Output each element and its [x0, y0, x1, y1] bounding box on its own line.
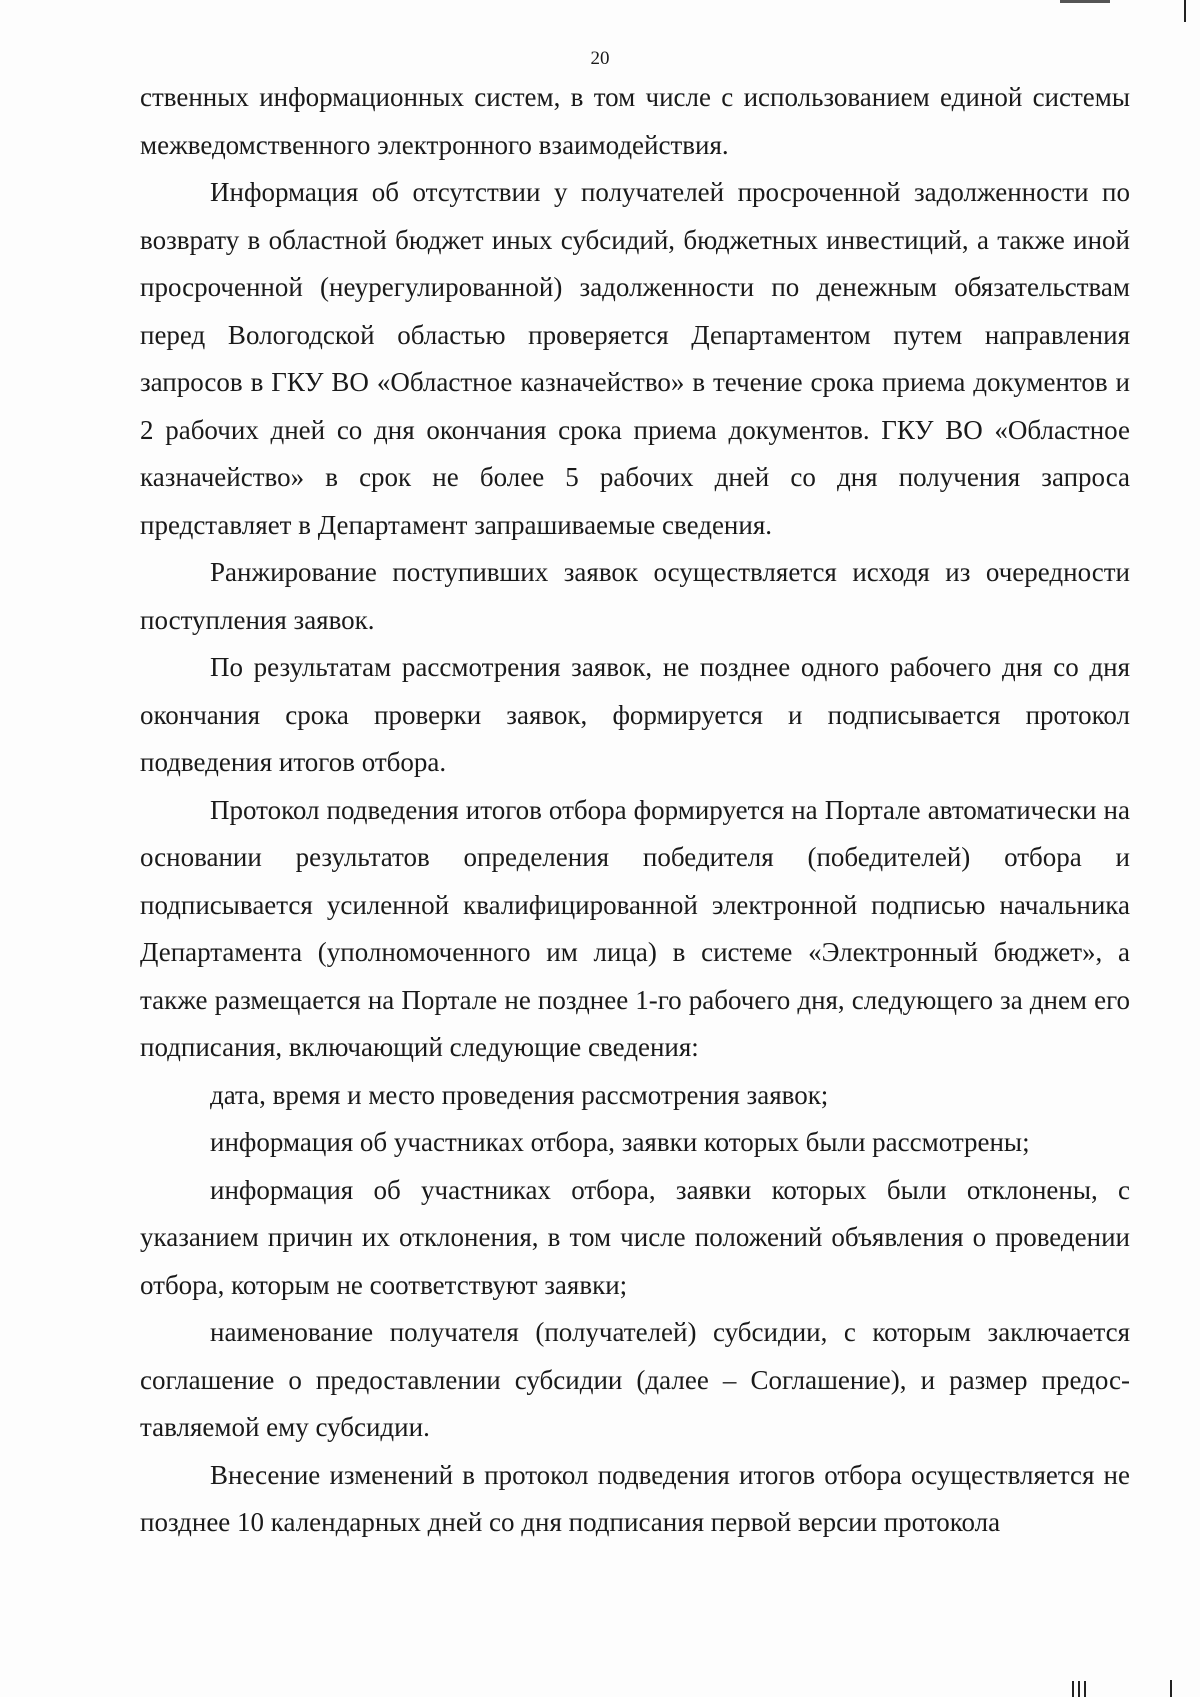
document-body: [140, 74, 1130, 1547]
paragraph-review-results: По результатам рассмотрения заявок, не позднее одного рабочего дня со дня окончания срока проверки заявок, формируется и подписывается протокол подведения итогов отбора.: [140, 652, 1130, 777]
paragraph-protocol: Протокол подведения итогов отбора формируется на Портале автоматически на основании результатов определения победителя (победителей) отбора и подписывается усиленной квалифицированной электронной подписью начальника Департамента (уполномоченного им лица) в системе «Электронный бюджет», а также размещается на Портале не позднее 1-го рабочего дня, следующего за днем его подписания, включающий следующие сведения:: [140, 794, 1130, 1062]
scan-artifact: [1078, 1681, 1080, 1697]
scan-artifact: [1084, 1681, 1086, 1697]
paragraph-debt-check: Информация об отсутствии у получателей просроченной задолженности по возврату в областной бюджет иных субсидий, бюджетных инвестиций, а также иной просроченной (неурегулированной) задолженности по денежным обязательствам перед Вологодской областью проверяется Департаментом путем направления запросов в ГКУ ВО «Областное казначейство» в течение срока приема документов и 2 рабочих дней со дня окончания срока приема документов. ГКУ ВО «Областное казначейство» в срок не более 5 рабочих дней со дня получения запроса представляет в Департамент запрашиваемые сведения.: [140, 177, 1130, 540]
list-item-recipient-name: наименование получателя (получателей) субсидии, с которым заключается соглашение о предоставлении субсидии (далее – Соглашение), и размер предоставляемой ему субсидии.: [140, 1317, 1130, 1442]
list-item-rejected-participants: информация об участниках отбора, заявки которых были отклонены, с указанием причин их отклонения, в том числе положений объявления о проведении отбора, которым не соответствуют заявки;: [140, 1174, 1130, 1300]
scan-artifact: [1170, 1680, 1172, 1697]
paragraph-ranking: Ранжирование поступивших заявок осуществляется исходя из очередности поступления заявок.: [140, 557, 1130, 635]
scan-artifact: [1060, 0, 1110, 3]
scan-artifact: [1184, 0, 1186, 22]
paragraph-protocol-changes: Внесение изменений в протокол подведения итогов отбора осуществляется не позднее 10 календарных дней со дня подписания первой версии протокола: [140, 1459, 1130, 1537]
page-number: 20: [590, 48, 610, 69]
list-item-date-time-place: дата, время и место проведения рассмотрения заявок;: [210, 1079, 829, 1110]
list-item-reviewed-participants: информация об участниках отбора, заявки которых были рассмотрены;: [210, 1127, 1030, 1157]
scan-artifact: [1072, 1681, 1074, 1697]
paragraph-continuation: ственных информационных систем, в том числе с использованием единой системы межведомственного электронного взаимодействия.: [140, 82, 1130, 160]
